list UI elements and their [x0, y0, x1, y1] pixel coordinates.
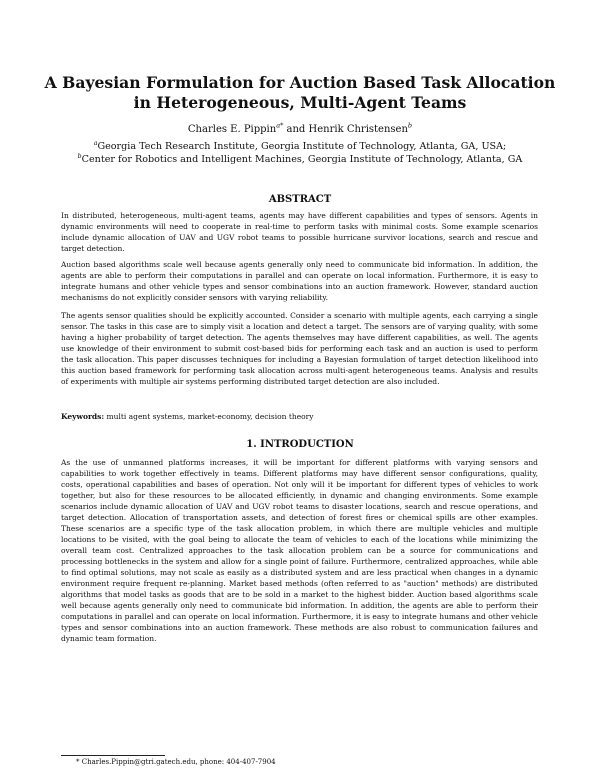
- affiliation-b-mark: b: [77, 152, 82, 160]
- author-pippin-marks: a*: [276, 121, 284, 130]
- author-christensen: Henrik Christensen: [308, 124, 408, 135]
- affiliation-a-text: Georgia Tech Research Institute, Georgia Institute of Technology, Atlanta, GA, USA;: [97, 141, 507, 152]
- affiliation-a: [40, 141, 560, 153]
- abstract-paragraph-1: In distributed, heterogeneous, multi-agent teams, agents may have different capabilities and types of sensors. Agents in dynamic environments will need to cooperate in real-time to perform tasks with minimal costs. Some example scenarios include dynamic allocation of UAV and UGV robot teams to possible hurricane survivor locations, search and rescue and target detection.: [61, 211, 538, 253]
- author-christensen-mark: b: [407, 121, 413, 130]
- footnote: * Charles.Pippin@gtri.gatech.edu, phone: 404-407-7904: [76, 758, 276, 766]
- abstract-paragraph-2: Auction based algorithms scale well because agents generally only need to communicate bid information. In addition, the agents are able to perform their computations in parallel and can operate on local information. Furthermore, it is easy to integrate humans and other vehicle types and sensor combinations into an auction framework. However, standard auction mechanisms do not explicitly consider sensors with varying reliability.: [61, 260, 538, 302]
- author-connector: and: [286, 124, 306, 135]
- abstract-paragraph-3: The agents sensor qualities should be explicitly accounted. Consider a scenario with multiple agents, each carrying a single sensor. The tasks in this case are to simply visit a location and detect a target. The sensors are of varying quality, with some having a higher probability of target detection. The agents themselves may have different capabilities, as well. The agents use knowledge of their environment to submit cost-based bids for performing each task and an auction is used to perform the task allocation. This paper discusses techniques for including a Bayesian formulation of target detection likelihood into this auction based framework for performing task allocation across multi-agent heterogeneous teams. Analysis and results of experiments with multiple air systems performing distributed target detection are also included.: [61, 311, 538, 386]
- paper-title: A Bayesian Formulation for Auction Based Task Allocation in Heterogeneous, Multi-Agent Teams: [44, 73, 556, 112]
- abstract-heading: ABSTRACT: [268, 194, 332, 205]
- introduction-heading: 1. INTRODUCTION: [246, 439, 354, 450]
- affiliation-b-text: Center for Robotics and Intelligent Machines, Georgia Institute of Technology, Atlanta, GA: [81, 154, 523, 165]
- author-pippin: Charles E. Pippin: [187, 124, 277, 135]
- introduction-paragraph: As the use of unmanned platforms increases, it will be important for different platforms with varying sensors and capabilities to work together effectively in teams. Different platforms may have different sensor configurations, quality, costs, operational capabilities and bases of operation. Not only will it be important for different types of vehicles to work together, but also for these resources to be allocated efficiently, in dynamic and changing environments. Some example scenarios include dynamic allocation of UAV and UGV robot teams to disaster locations, search and rescue operations, and target detection. Allocation of transportation assets, and detection of forest fires or chemical spills are other examples. These scenarios are a specific type of the task allocation problem, in which there are multiple vehicles and multiple locations to be visited, with the goal being to allocate the team of vehicles to each of the locations while minimizing the overall team cost. Centralized approaches to the task allocation problem can be a source for communications and processing bottlenecks in the system and allow for a single point of failure. Furthermore, centralized approaches, while able to find optimal solutions, may not scale as easily as a distributed system and are less practical when changes in a dynamic environment require frequent re-planning. Market based methods (often referred to as "auction" methods) are distributed algorithms that model tasks as goods that are to be sold in a market to the highest bidder. Auction based algorithms scale well because agents generally only need to communicate bid information. In addition, the agents are able to perform their computations in parallel and can operate on local information. Furthermore, it is easy to integrate humans and other vehicle types and sensor combinations into an auction framework. These methods are also robust to communication failures and dynamic team formation.: [61, 458, 538, 643]
- keywords-text: multi agent systems, market-economy, decision theory: [106, 412, 314, 421]
- author-line: [40, 121, 560, 136]
- keywords-label: Keywords:: [61, 412, 105, 421]
- footnote-rule: [61, 755, 165, 756]
- affiliation-b: [40, 154, 560, 166]
- affiliation-a-mark: a: [93, 139, 98, 147]
- keywords: [61, 411, 538, 422]
